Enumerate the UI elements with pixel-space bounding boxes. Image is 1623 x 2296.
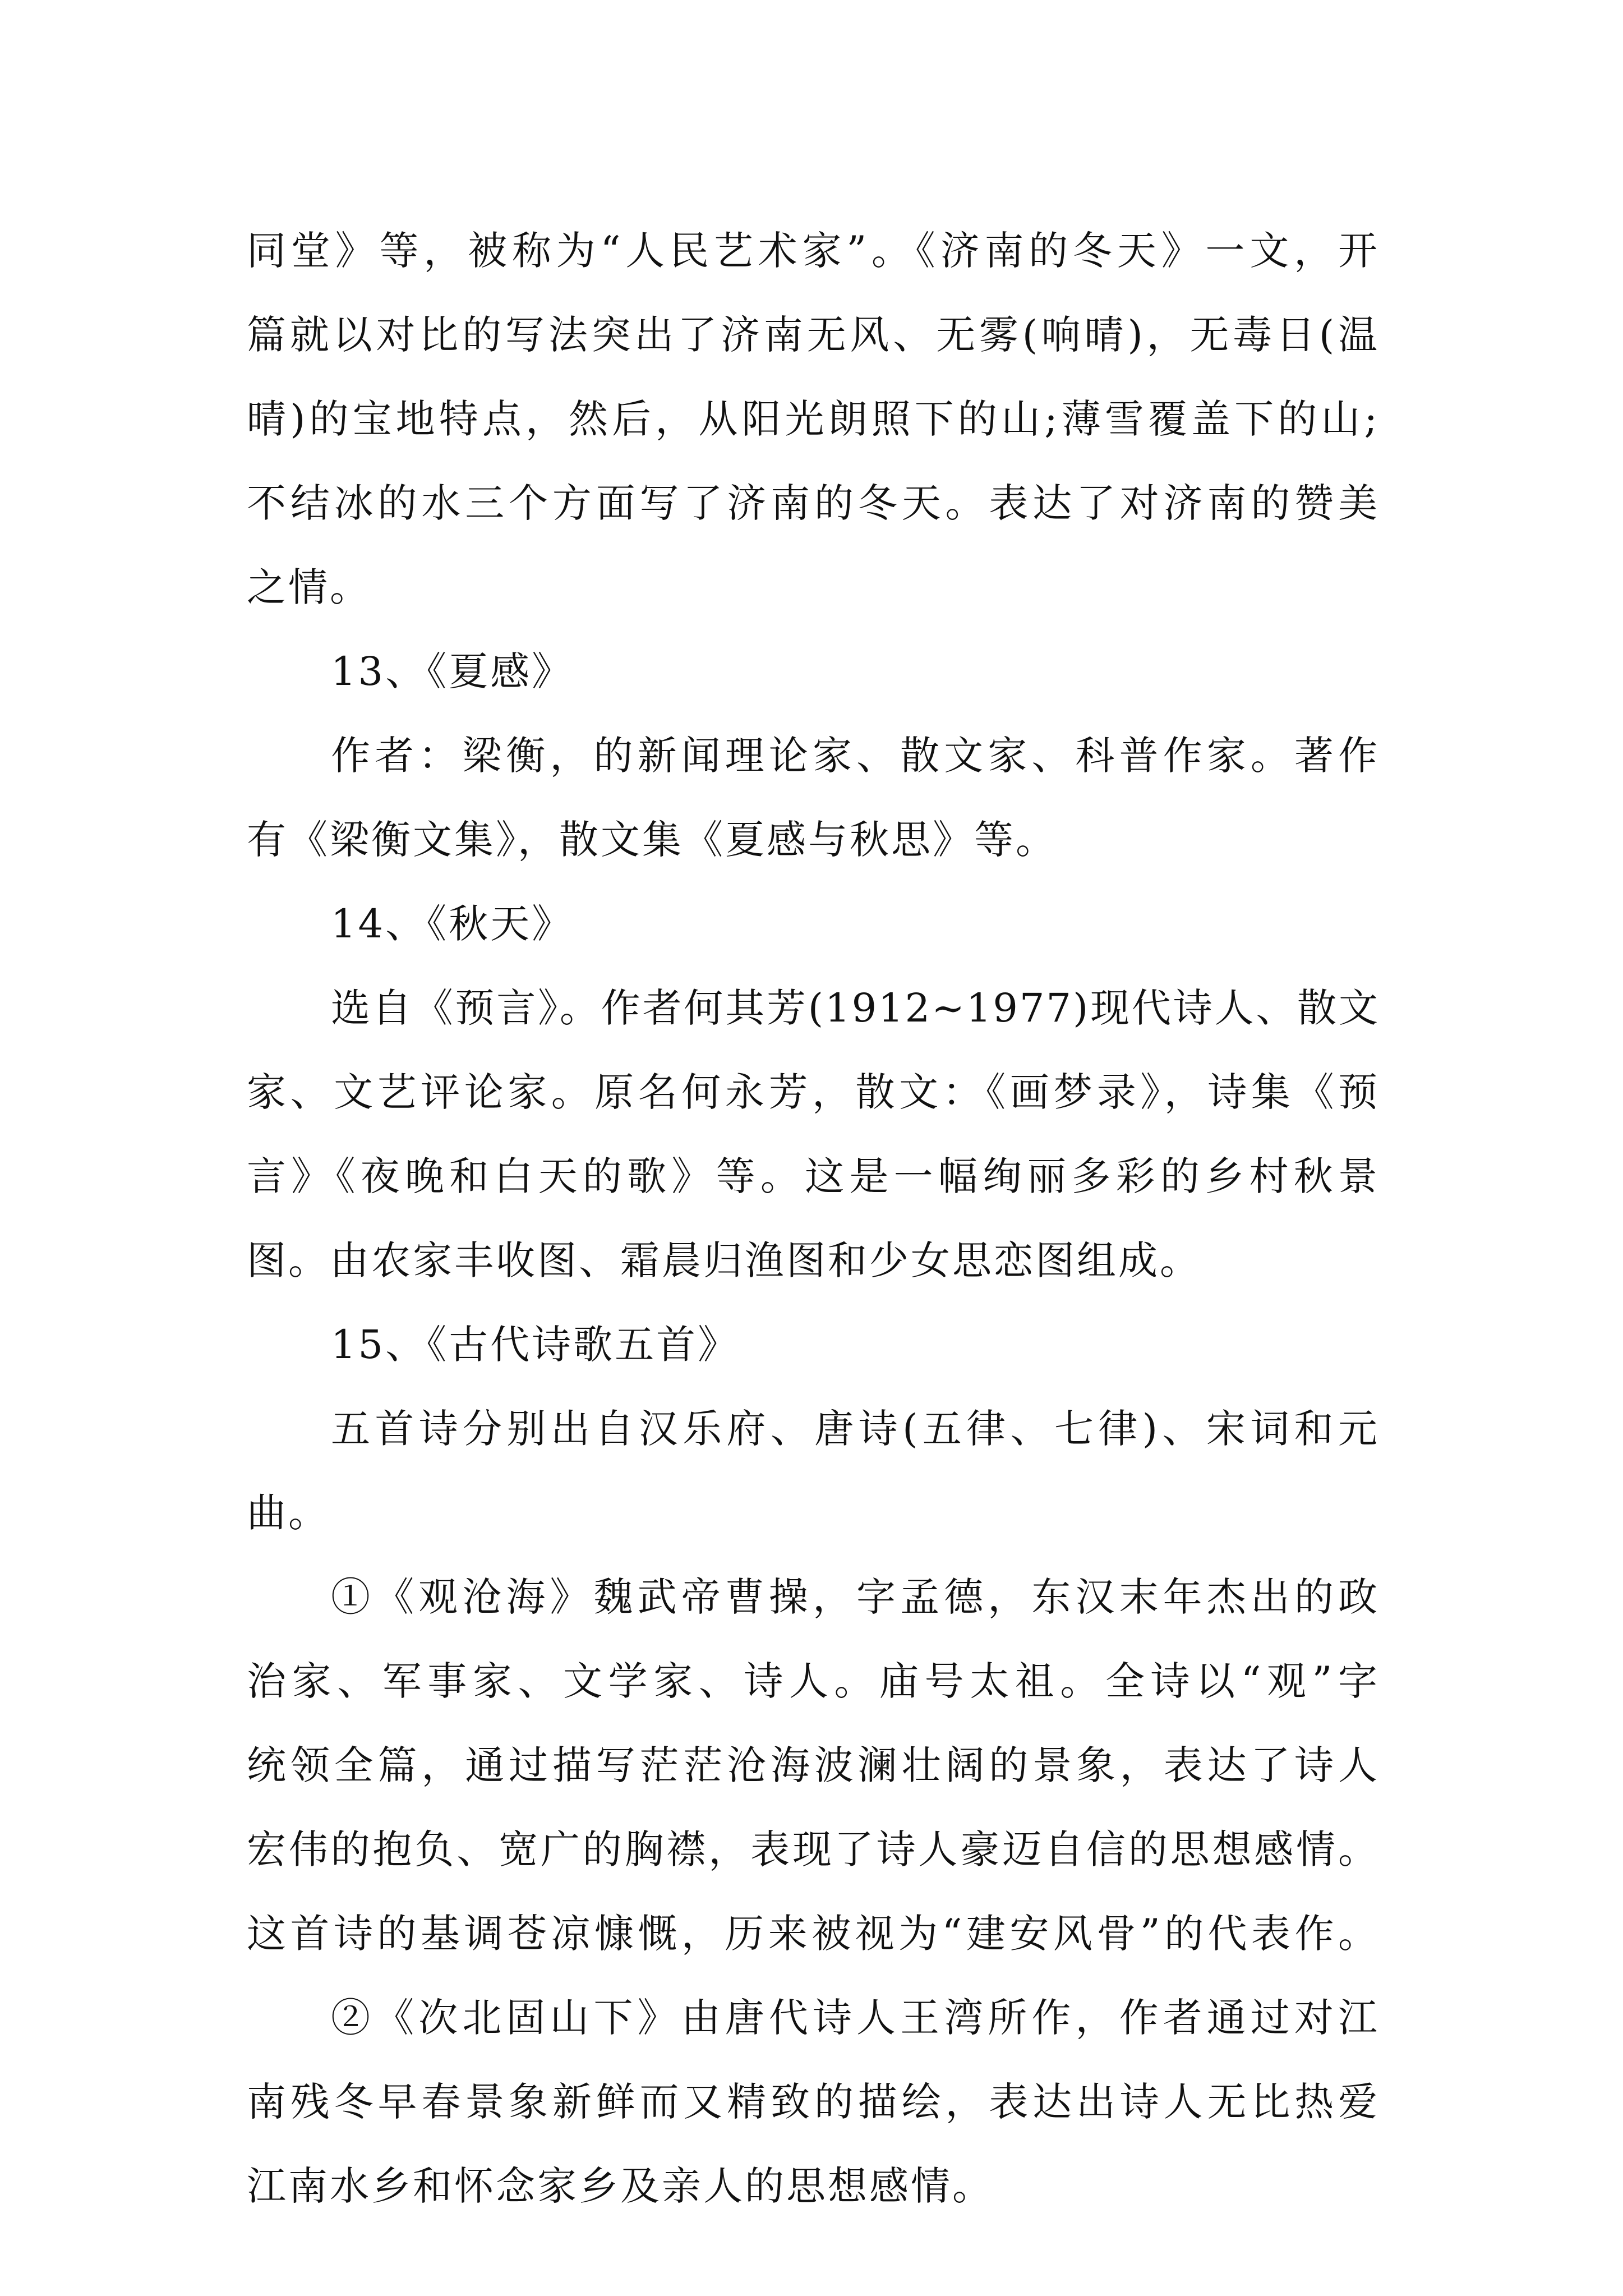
text-line: 不结冰的水三个方面写了济南的冬天。表达了对济南的赞美 xyxy=(247,480,1380,526)
document-body xyxy=(247,209,1380,2228)
text-line: 选自《预言》。作者何其芳(1912~1977)现代诗人、散文 xyxy=(331,985,1380,1031)
text-line: 晴)的宝地特点，然后，从阳光朗照下的山;薄雪覆盖下的山; xyxy=(247,396,1380,442)
text-line: 南残冬早春景象新鲜而又精致的描绘，表达出诗人无比热爱 xyxy=(247,2079,1380,2125)
text-line: 图。由农家丰收图、霜晨归渔图和少女思恋图组成。 xyxy=(247,1237,1201,1283)
text-line: 五首诗分别出自汉乐府、唐诗(五律、七律)、宋词和元 xyxy=(331,1406,1380,1452)
text-line: 宏伟的抱负、宽广的胸襟，表现了诗人豪迈自信的思想感情。 xyxy=(247,1826,1380,1872)
text-line: 江南水乡和怀念家乡及亲人的思想感情。 xyxy=(247,2163,994,2209)
text-line: 篇就以对比的写法突出了济南无风、无雾(响晴)，无毒日(温 xyxy=(247,312,1380,358)
text-line: 有《梁衡文集》，散文集《夏感与秋思》等。 xyxy=(247,817,1057,863)
text-line: 15、《古代诗歌五首》 xyxy=(331,1322,740,1368)
text-line: ②《次北固山下》由唐代诗人王湾所作，作者通过对江 xyxy=(331,1995,1380,2041)
text-line: 13、《夏感》 xyxy=(331,648,574,694)
text-line: 言》《夜晚和白天的歌》等。这是一幅绚丽多彩的乡村秋景 xyxy=(247,1153,1380,1199)
text-line: ①《观沧海》魏武帝曹操，字孟德，东汉末年杰出的政 xyxy=(331,1574,1380,1620)
text-line: 之情。 xyxy=(247,564,371,610)
text-line: 统领全篇，通过描写茫茫沧海波澜壮阔的景象，表达了诗人 xyxy=(247,1742,1380,1788)
text-line: 曲。 xyxy=(247,1490,330,1536)
text-line: 作者：梁衡，的新闻理论家、散文家、科普作家。著作 xyxy=(331,733,1380,779)
text-line: 治家、军事家、文学家、诗人。庙号太祖。全诗以“观”字 xyxy=(247,1658,1380,1704)
text-line: 同堂》等，被称为“人民艺术家”。《济南的冬天》一文，开 xyxy=(247,228,1380,274)
text-line: 这首诗的基调苍凉慷慨，历来被视为“建安风骨”的代表作。 xyxy=(247,1911,1380,1957)
text-line: 家、文艺评论家。原名何永芳，散文：《画梦录》，诗集《预 xyxy=(247,1069,1380,1115)
text-line: 14、《秋天》 xyxy=(331,901,574,947)
